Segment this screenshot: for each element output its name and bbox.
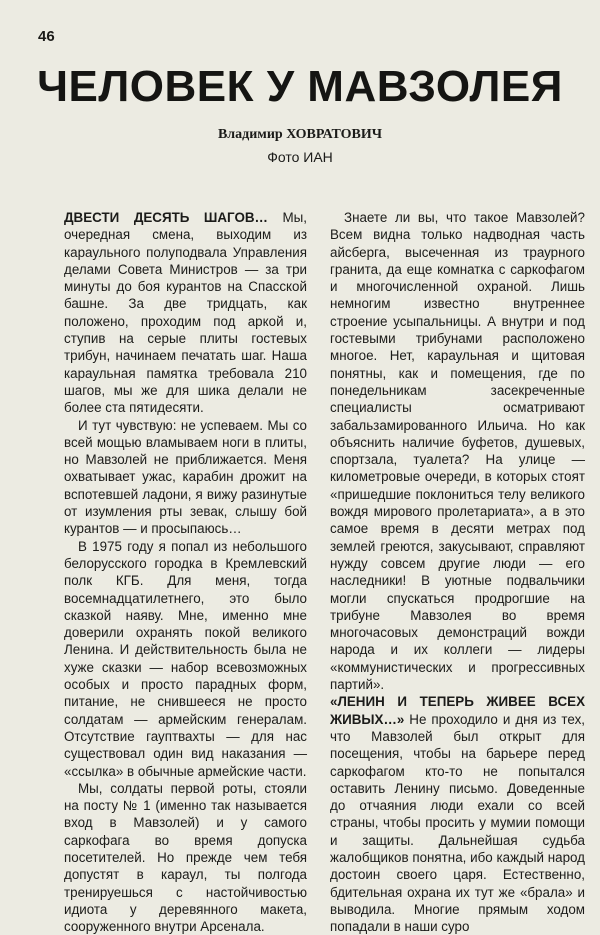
section-lead-in: ДВЕСТИ ДЕСЯТЬ ШАГОВ… bbox=[64, 210, 268, 225]
paragraph: И тут чувствую: не успеваем. Мы со всей мощью вламываем ноги в плиты, но Мавзолей не приближается. Меня охватывает ужас, карабин дрожит на вспотевшей ладони, я вижу разинутые от изумления рты зевак, слышу бой курантов — и просыпаюсь… bbox=[64, 417, 307, 537]
paragraph: Знаете ли вы, что такое Мавзолей? Всем видна только надводная часть айсберга, высеченная из траурного гранита, да еще комнатка с саркофагом и многочисленной охраной. Лишь немногим известно внутреннее строение усыпальницы. А внутри и под гостевыми трибунами расположено многое. Нет, караульная и щитовая понятны, как и помещения, где по понедельникам засекреченные специалисты осматривают забальзамированного Ильича. Но как объяснить наличие буфетов, душевых, спортзала, туалета? На улице — километровые очереди, в которых стоят «пришедшие поклониться телу великого вождя мирового пролетариата», а в это самое время в десяти метрах под землей греются, закусывают, справляют нужду совсем другие люди — его наследники! В уютные подвальчики могли спускаться продрогшие на трибуне Мавзолея во время многочасовых демонстраций вожди народа и их коллеги — лидеры «коммунистических и прогрессивных партий». bbox=[330, 210, 585, 693]
paragraph bbox=[64, 209, 307, 417]
author-byline: Владимир ХОВРАТОВИЧ bbox=[217, 127, 383, 142]
paragraph-text: Не проходило и дня из тех, что Мавзолей был открыт для посещения, чтобы на барьере перед саркофагом кто-то не попытался оставить Ленину письмо. Доведенные до отчаяния люди ехали со всей страны, чтобы просить у мумии помощи и защиты. Дальнейшая судьба жалобщиков понятна, ибо каждый народ достоин своего царя. Естественно, бдительная охрана их тут же «брала» и выводила. Многие прямым ходом попадали в наши суро bbox=[330, 711, 585, 935]
photo-credit: Фото ИАН bbox=[267, 149, 333, 165]
paragraph bbox=[330, 693, 585, 935]
section-lead-in: «ЛЕНИН И ТЕПЕРЬ ЖИВЕЕ ВСЕХ ЖИВЫХ…» bbox=[330, 694, 585, 727]
paragraph: В 1975 году я попал из небольшого белорусского городка в Кремлевский полк КГБ. Для меня, тогда восемнадцатилетнего, это было сказкой наяву. Мне, именно мне доверили охранять покой великого Ленина. И действительность была не хуже сказки — набор всевозможных особых и просто парадных форм, питание, не снившееся не просто солдатам — армейским генералам. Отсутствие гауптвахты — для нас существовал один вид наказания — «ссылка» в обычные армейские части. bbox=[64, 538, 307, 779]
article-title: ЧЕЛОВЕК У МАВЗОЛЕЯ bbox=[37, 62, 563, 111]
left-column bbox=[64, 209, 307, 935]
paragraph: Мы, солдаты первой роты, стояли на посту № 1 (именно так называется вход в Мавзолей) и у самого саркофага во время допуска посетителей. Но прежде чем тебя допустят в караул, ты полгода тренируешься с настойчивостью идиота у деревянного макета, сооруженного внутри Арсенала. bbox=[64, 780, 307, 935]
right-column bbox=[330, 209, 585, 935]
paragraph-text: Мы, очередная смена, выходим из караульного полуподвала Управления делами Совета Министров — за три минуты до боя курантов на Спасской башне. За две тридцать, как положено, проходим под аркой и, ступив на серые плиты гостевых трибун, начинаем печатать шаг. Наша караульная памятка требовала 210 шагов, мы же для шика делали не более ста пятидесяти. bbox=[64, 210, 307, 416]
page-number: 46 bbox=[38, 28, 55, 45]
